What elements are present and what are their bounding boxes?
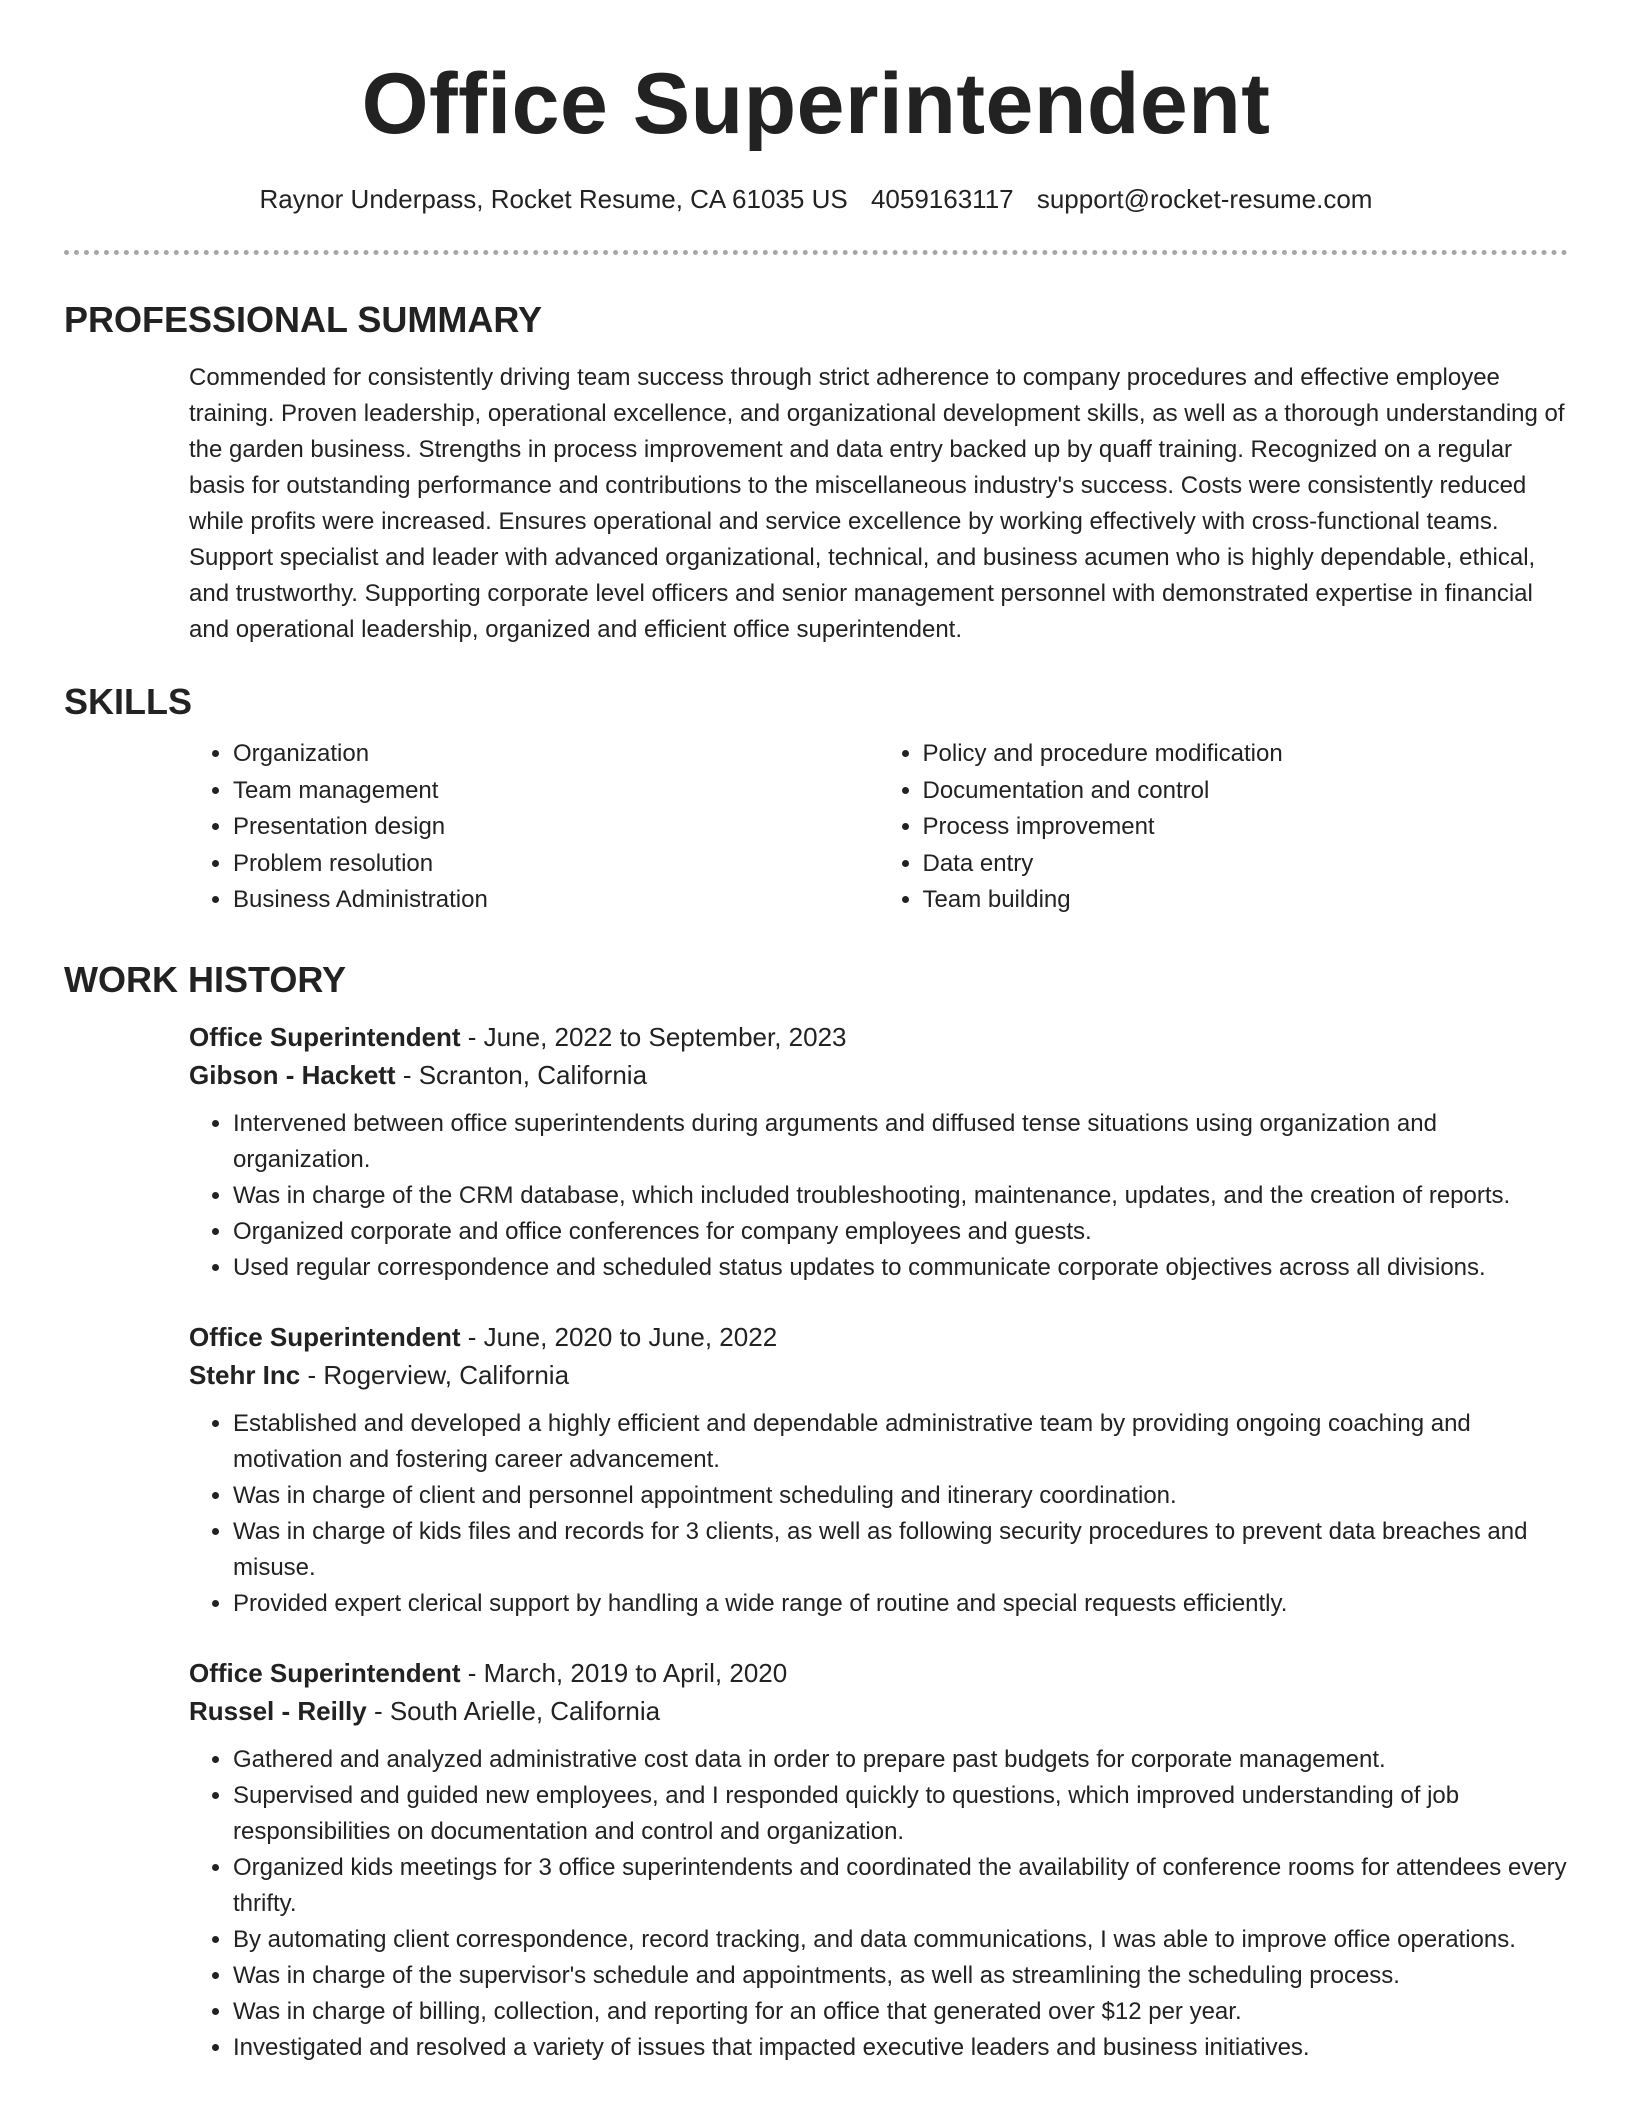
job-bullet: • Organized corporate and office conferences for company employees and guests. — [233, 1214, 1568, 1250]
job-location: - South Arielle, California — [366, 1696, 661, 1726]
skill-item: • Team management — [233, 773, 879, 810]
job-bullet: • Supervised and guided new employees, and I responded quickly to questions, which improved understanding of job responsibilities on documentation and control and organization. — [233, 1778, 1568, 1850]
job-bullet: • By automating client correspondence, record tracking, and data communications, I was able to improve office operations. — [233, 1922, 1568, 1958]
job-entry — [189, 1318, 1568, 1622]
skill-item: • Presentation design — [233, 809, 879, 846]
job-location: - Rogerview, California — [300, 1360, 570, 1390]
skills-body — [189, 736, 1568, 919]
work-body — [189, 1018, 1568, 2066]
skills-heading: SKILLS — [64, 681, 193, 722]
skill-item: • Data entry — [923, 846, 1569, 883]
skill-item: • Policy and procedure modification — [923, 736, 1569, 773]
job-title-line — [189, 1654, 1568, 1692]
job-entry — [189, 1654, 1568, 2066]
job-bullet: • Was in charge of billing, collection, and reporting for an office that generated over $12 per year. — [233, 1994, 1568, 2030]
skill-item: • Organization — [233, 736, 879, 773]
job-entry — [189, 1018, 1568, 1286]
contact-line — [0, 182, 1632, 216]
job-company: Russel - Reilly — [189, 1696, 367, 1726]
work-section — [64, 958, 1568, 2066]
summary-heading: PROFESSIONAL SUMMARY — [64, 299, 543, 340]
header-divider — [64, 250, 1568, 255]
job-company-line — [189, 1056, 1568, 1094]
job-bullet: • Was in charge of kids files and records for 3 clients, as well as following security procedures to prevent data breaches and misuse. — [233, 1514, 1568, 1586]
job-bullets — [189, 1406, 1568, 1622]
job-title-line — [189, 1018, 1568, 1056]
job-bullets — [189, 1106, 1568, 1286]
skill-item: • Business Administration — [233, 882, 879, 919]
job-bullets — [189, 1742, 1568, 2066]
job-role: Office Superintendent — [189, 1322, 461, 1352]
job-company-line — [189, 1356, 1568, 1394]
job-bullet: • Was in charge of client and personnel appointment scheduling and itinerary coordination. — [233, 1478, 1568, 1514]
skills-columns — [189, 736, 1568, 919]
work-heading: WORK HISTORY — [64, 959, 347, 1000]
skills-list-right — [879, 736, 1569, 919]
skills-section — [64, 680, 1568, 919]
job-company: Stehr Inc — [189, 1360, 301, 1390]
job-title-line — [189, 1318, 1568, 1356]
job-bullet: • Used regular correspondence and scheduled status updates to communicate corporate objectives across all divisions. — [233, 1250, 1568, 1286]
job-bullet: • Organized kids meetings for 3 office superintendents and coordinated the availability of conference rooms for attendees every thrifty. — [233, 1850, 1568, 1922]
job-bullet: • Intervened between office superintendents during arguments and diffused tense situations using organization and organization. — [233, 1106, 1568, 1178]
job-role: Office Superintendent — [189, 1022, 461, 1052]
job-location: - Scranton, California — [395, 1060, 648, 1090]
skill-item: • Problem resolution — [233, 846, 879, 883]
skill-item: • Documentation and control — [923, 773, 1569, 810]
job-bullet: • Gathered and analyzed administrative cost data in order to prepare past budgets for corporate management. — [233, 1742, 1568, 1778]
job-bullet: • Investigated and resolved a variety of issues that impacted executive leaders and business initiatives. — [233, 2030, 1568, 2066]
job-company-line — [189, 1692, 1568, 1730]
job-bullet: • Established and developed a highly efficient and dependable administrative team by providing ongoing coaching and motivation and fostering career advancement. — [233, 1406, 1568, 1478]
contact-address: Raynor Underpass, Rocket Resume, CA 61035 US — [259, 184, 848, 214]
skill-item: • Team building — [923, 882, 1569, 919]
job-bullet: • Was in charge of the supervisor's schedule and appointments, as well as streamlining the scheduling process. — [233, 1958, 1568, 1994]
resume-name: Office Superintendent — [361, 56, 1271, 152]
contact-email: support@rocket-resume.com — [1036, 184, 1373, 214]
skills-list-left — [189, 736, 879, 919]
job-dates: - March, 2019 to April, 2020 — [460, 1658, 788, 1688]
job-role: Office Superintendent — [189, 1658, 461, 1688]
skill-item: • Process improvement — [923, 809, 1569, 846]
summary-body — [189, 360, 1568, 648]
job-bullet: • Was in charge of the CRM database, which included troubleshooting, maintenance, updates, and the creation of reports. — [233, 1178, 1568, 1214]
contact-phone: 4059163117 — [870, 184, 1014, 214]
summary-section — [64, 298, 1568, 648]
job-dates: - June, 2020 to June, 2022 — [460, 1322, 778, 1352]
job-bullet: • Provided expert clerical support by handling a wide range of routine and special requests efficiently. — [233, 1586, 1568, 1622]
job-dates: - June, 2022 to September, 2023 — [460, 1022, 847, 1052]
job-company: Gibson - Hackett — [189, 1060, 396, 1090]
summary-text: Commended for consistently driving team success through strict adherence to company procedures and effective employee training. Proven leadership, operational excellence, and organizational development skills, as well as a thorough understanding of the garden business. Strengths in process improvement and data entry backed up by quaff training. Recognized on a regular basis for outstanding performance and contributions to the miscellaneous industry's success. Costs were consistently reduced while profits were increased. Ensures operational and service excellence by working effectively with cross-functional teams. Support specialist and leader with advanced organizational, technical, and business acumen who is highly dependable, ethical, and trustworthy. Supporting corporate level officers and senior management personnel with demonstrated expertise in financial and operational leadership, organized and efficient office superintendent. — [189, 364, 1565, 643]
